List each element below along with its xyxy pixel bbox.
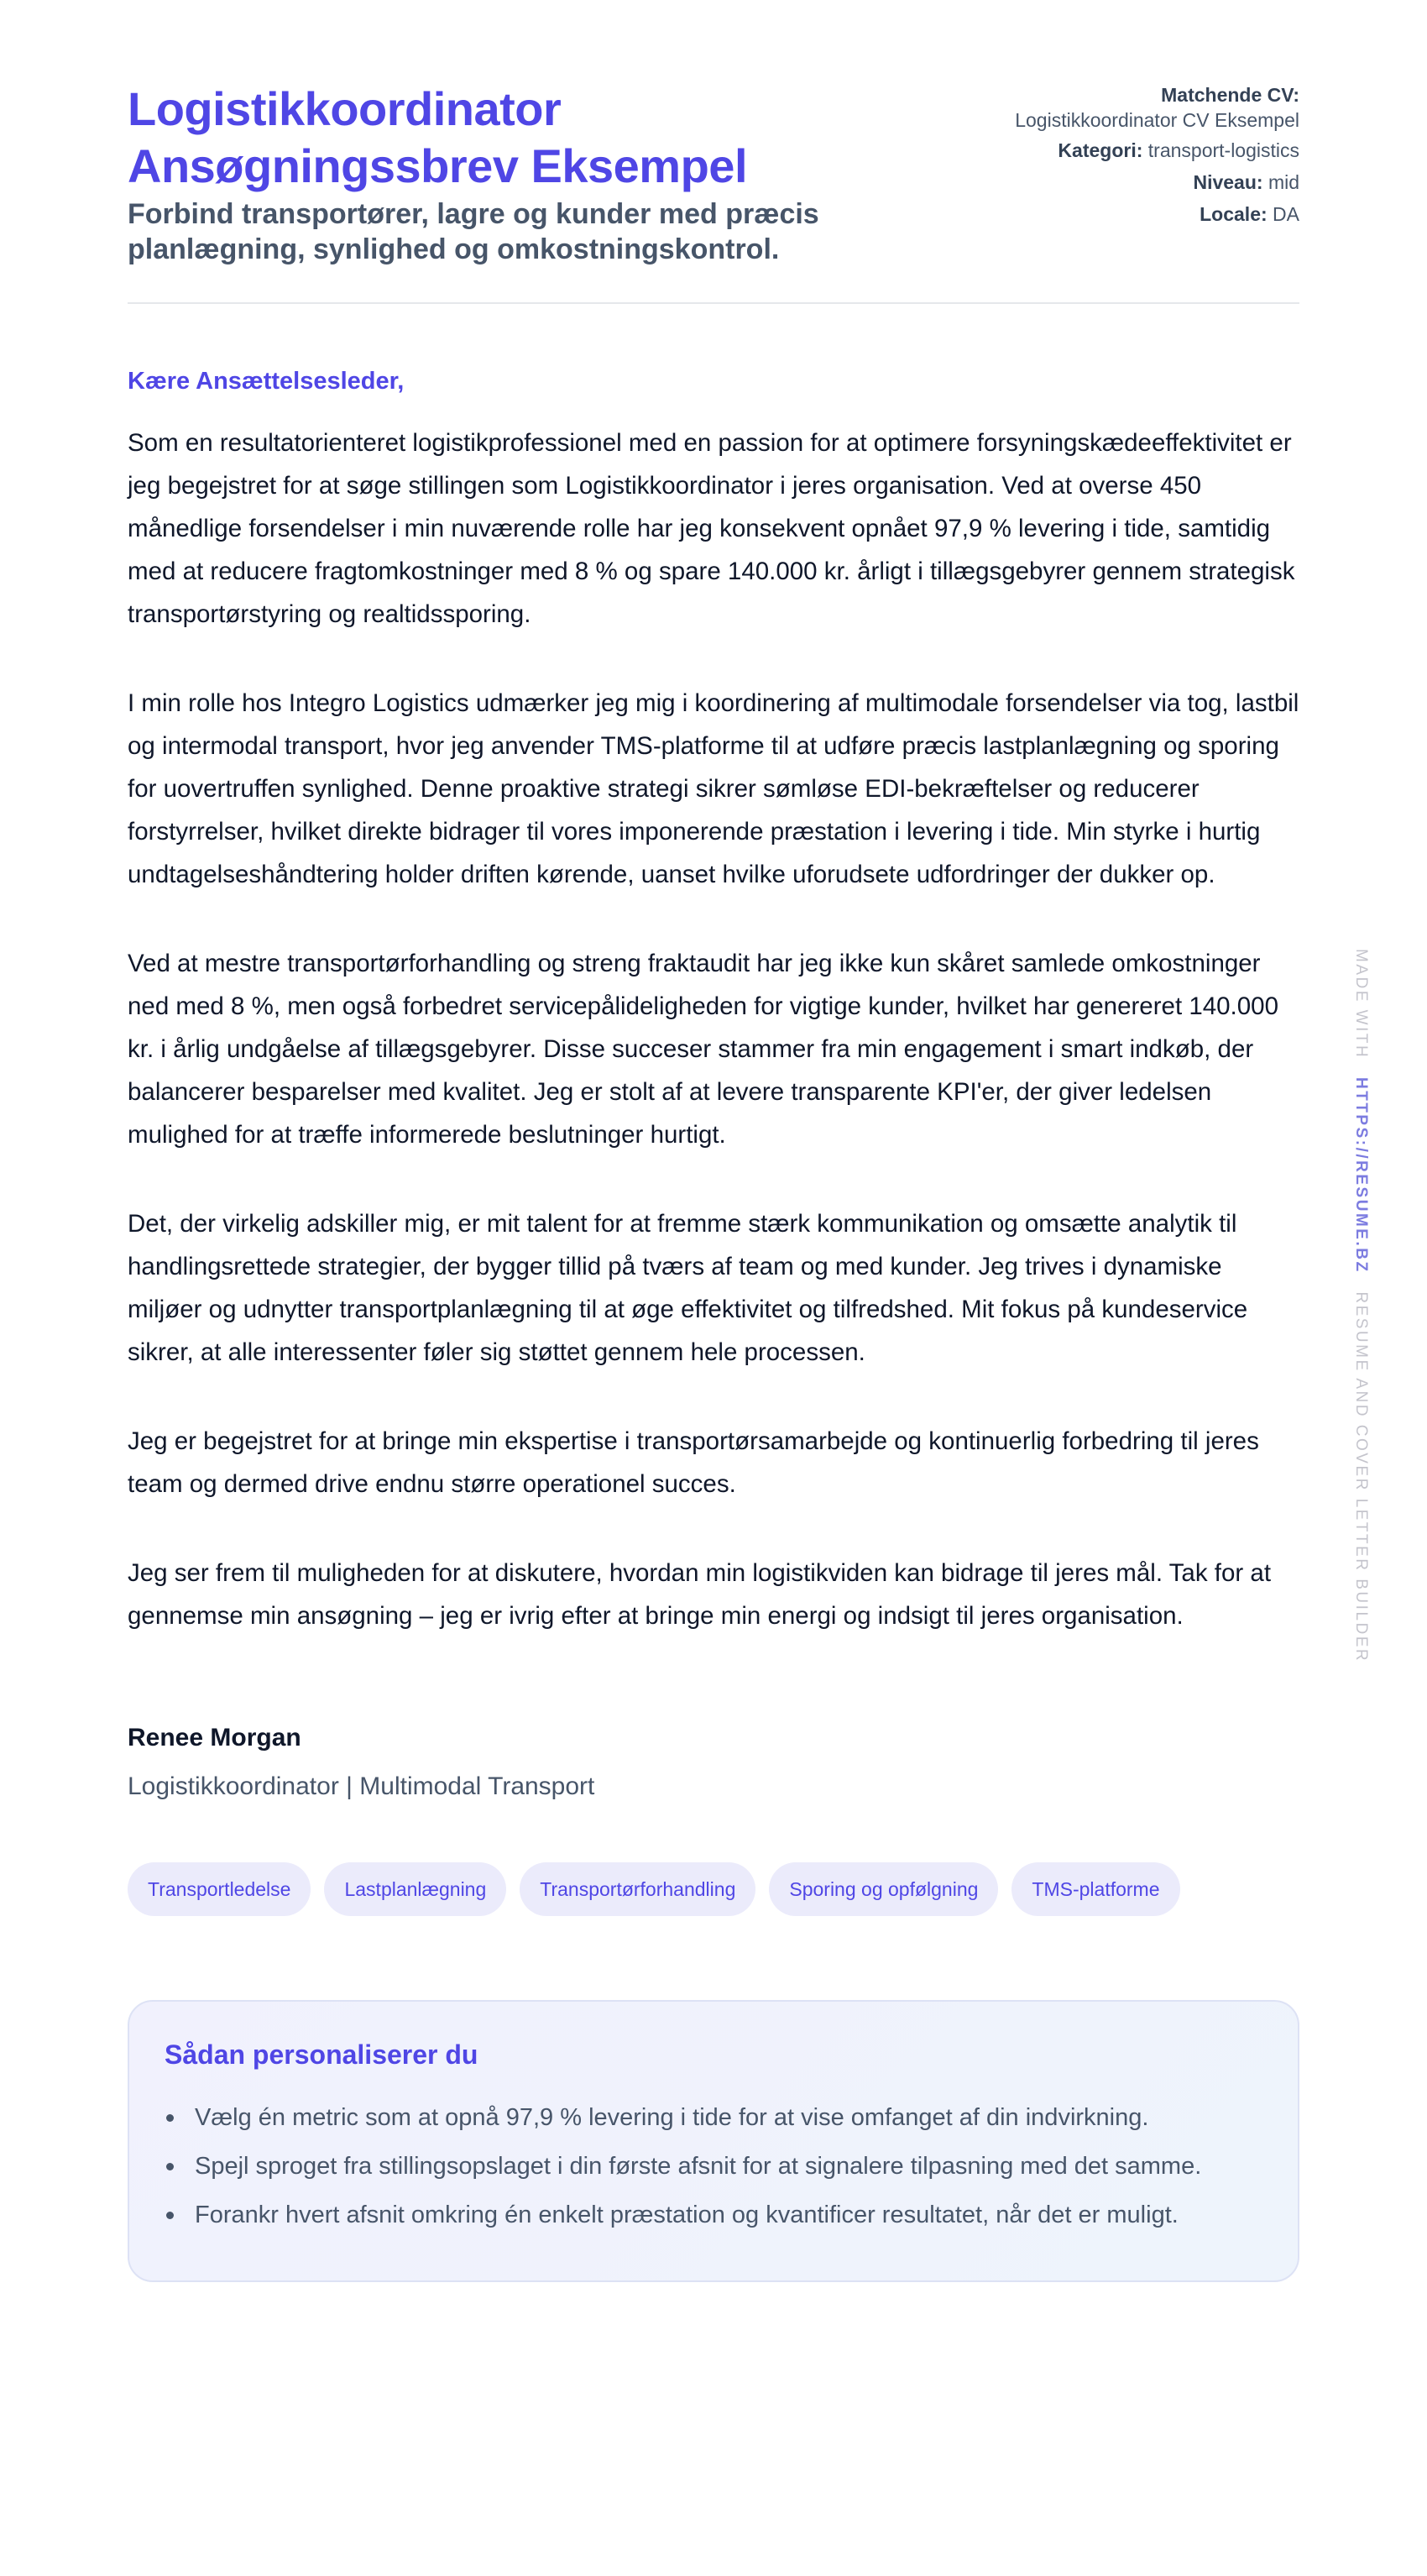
signature-title: Logistikkoordinator | Multimodal Transport bbox=[128, 1772, 595, 1800]
page-header bbox=[128, 81, 1299, 304]
skill-tag[interactable]: Lastplanlægning bbox=[324, 1862, 506, 1916]
meta-locale-value: DA bbox=[1273, 203, 1299, 225]
letter-greeting: Kære Ansættelsesleder, bbox=[128, 368, 405, 395]
meta-level-value: mid bbox=[1268, 171, 1299, 193]
watermark-suffix: RESUME AND COVER LETTER BUILDER bbox=[1352, 1291, 1370, 1663]
tips-item: Spejl sproget fra stillingsopslaget i din første afsnit for at signalere tilpasning med det samme. bbox=[165, 2146, 1264, 2186]
letter-paragraph: Som en resultatorienteret logistikprofessionel med en passion for at optimere forsyningskædeeffektivitet er jeg begejstret for at søge stillingen som Logistikkoordinator i jeres organisation. Ved at overse 450 månedlige forsendelser i min nuværende rolle har jeg konsekvent opnået 97,9 % levering i tide, samtidig med at reducere fragtomkostninger med 8 % og spare 140.000 kr. årligt i tillægsgebyrer gennem strategisk transportørstyring og realtidssporing. bbox=[128, 429, 1295, 628]
meta-category-value: transport-logistics bbox=[1147, 139, 1299, 161]
meta-matching-cv-label: Matchende CV: bbox=[1161, 84, 1299, 106]
meta-panel bbox=[980, 81, 1299, 233]
skill-tag[interactable]: TMS-platforme bbox=[1011, 1862, 1179, 1916]
skill-tag[interactable]: Transportledelse bbox=[128, 1862, 311, 1916]
header-titles bbox=[128, 81, 933, 267]
letter-paragraph: Jeg ser frem til muligheden for at diskutere, hvordan min logistikviden kan bidrage til jeres mål. Tak for at gennemse min ansøgning – jeg er ivrig efter at bringe min energi og indsigt til jeres organisation. bbox=[128, 1559, 1272, 1630]
meta-level bbox=[980, 170, 1299, 195]
skill-tag[interactable]: Transportørforhandling bbox=[520, 1862, 755, 1916]
meta-locale bbox=[980, 202, 1299, 227]
letter-paragraph: Jeg er begejstret for at bringe min ekspertise i transportørsamarbejde og kontinuerlig forbedring til jeres team og dermed drive endnu større operationel succes. bbox=[128, 1427, 1259, 1498]
meta-category-label: Kategori: bbox=[1058, 139, 1143, 161]
letter-paragraph: I min rolle hos Integro Logistics udmærker jeg mig i koordinering af multimodale forsendelser via tog, lastbil og intermodal transport, hvor jeg anvender TMS-platforme til at udføre præcis lastplanlægning og sporing for uovertruffen synlighed. Denne proaktive strategi sikrer sømløse EDI-bekræftelser og reducerer forstyrrelser, hvilket direkte bidrager til vores imponerende præstation i levering i tide. Min styrke i hurtig undtagelseshåndtering holder driften kørende, uanset hvilke uforudsete udfordringer der dukker op. bbox=[128, 689, 1299, 888]
skill-tag[interactable]: Sporing og opfølgning bbox=[769, 1862, 998, 1916]
title-line-1: Logistikkoordinator bbox=[128, 82, 562, 135]
tips-title: Sådan personaliserer du bbox=[165, 2039, 478, 2070]
tips-list bbox=[165, 2097, 1264, 2235]
page-title bbox=[128, 81, 933, 195]
meta-category bbox=[980, 138, 1299, 163]
signature-block bbox=[128, 1721, 1299, 1804]
watermark-link[interactable]: HTTPS://RESUME.BZ bbox=[1352, 1077, 1370, 1274]
personalization-tips-box bbox=[128, 2000, 1299, 2282]
page-subtitle: Forbind transportører, lagre og kunder med præcis planlægning, synlighed og omkostningskontrol. bbox=[128, 198, 819, 265]
letter-body bbox=[128, 421, 1299, 1637]
meta-locale-label: Locale: bbox=[1200, 203, 1268, 225]
meta-matching-cv bbox=[980, 82, 1299, 133]
tips-item: Vælg én metric som at opnå 97,9 % levering i tide for at vise omfanget af din indvirkning. bbox=[165, 2097, 1264, 2138]
signature-name: Renee Morgan bbox=[128, 1724, 301, 1751]
title-line-2: Ansøgningssbrev Eksempel bbox=[128, 139, 748, 192]
skill-tags bbox=[128, 1862, 1299, 1916]
watermark-prefix: MADE WITH bbox=[1352, 949, 1370, 1060]
letter-paragraph: Ved at mestre transportørforhandling og streng fraktaudit har jeg ikke kun skåret samlede omkostninger ned med 8 %, men også forbedret servicepålideligheden for vigtige kunder, hvilket har genereret 140.000 kr. i årlig undgåelse af tillægsgebyrer. Disse succeser stammer fra min engagement i smart indkøb, der balancerer besparelser med kvalitet. Jeg er stolt af at levere transparente KPI'er, der giver ledelsen mulighed for at træffe informerede beslutninger hurtigt. bbox=[128, 950, 1278, 1149]
matching-cv-link[interactable]: Logistikkoordinator CV Eksempel bbox=[1015, 109, 1299, 131]
tips-item: Forankr hvert afsnit omkring én enkelt præstation og kvantificer resultatet, når det er muligt. bbox=[165, 2195, 1264, 2235]
meta-level-label: Niveau: bbox=[1193, 171, 1263, 193]
letter-paragraph: Det, der virkelig adskiller mig, er mit talent for at fremme stærk kommunikation og omsætte analytik til handlingsrettede strategier, der bygger tillid på tværs af team og med kunder. Jeg trives i dynamiske miljøer og udnytter transportplanlægning til at øge effektivitet og tilfredshed. Mit fokus på kundeservice sikrer, at alle interessenter føler sig støttet gennem hele processen. bbox=[128, 1210, 1248, 1366]
vertical-watermark bbox=[1351, 949, 1370, 1662]
